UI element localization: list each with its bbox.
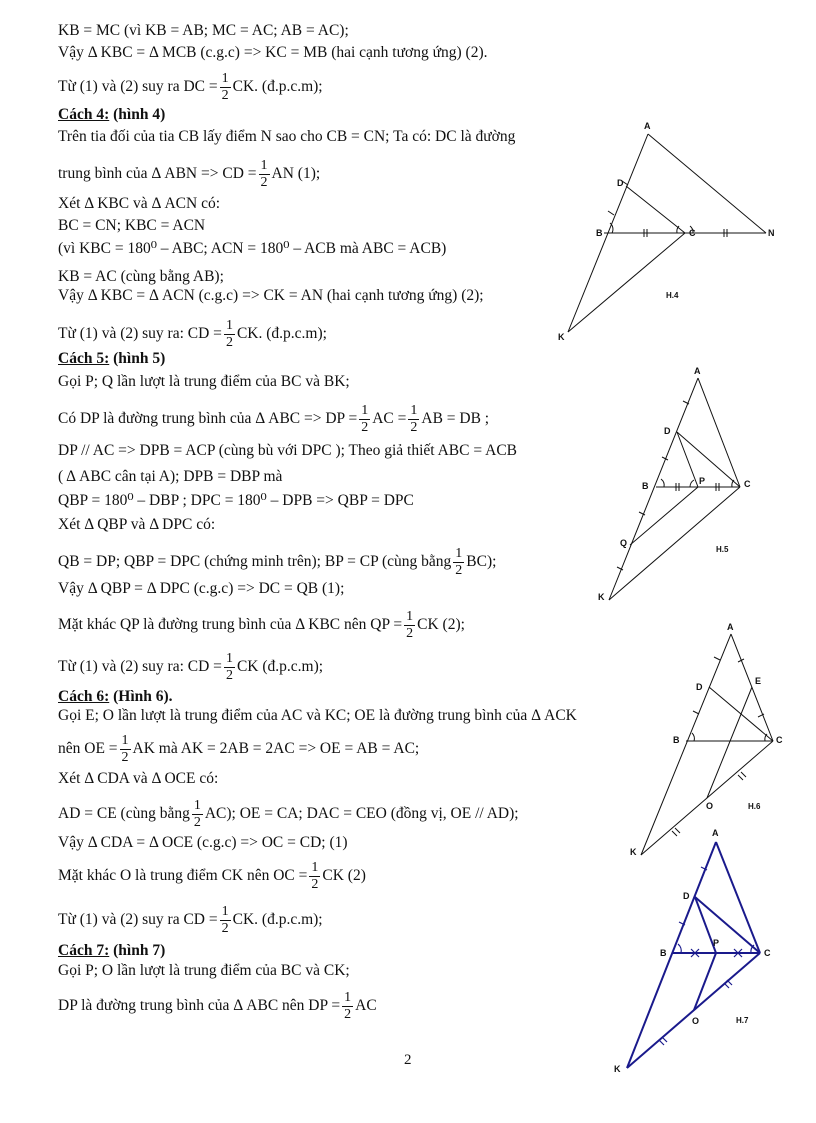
figure-caption: H.7 <box>736 1016 749 1025</box>
section-heading: Cách 5: (hình 5) <box>58 350 166 367</box>
label-E: E <box>755 676 762 686</box>
label-P: P <box>699 476 706 486</box>
text-line: Từ (1) và (2) suy ra: CD = $\frac{1}{2}$ CK (đ.p.c.m); <box>58 651 324 683</box>
text-line: QB = DP; QBP = DPC (chứng minh trên); BP = CP (cùng bằng $\frac{1}{2}$ BC); <box>58 546 497 578</box>
label-B: B <box>673 735 680 745</box>
text-line: Vậy Δ KBC = Δ ACN (c.g.c) => CK = AN (hai cạnh tương ứng) (2); <box>58 287 484 304</box>
figure-caption: H.4 <box>666 291 679 300</box>
text-line: Từ (1) và (2) suy ra CD = $\frac{1}{2}$ CK. (đ.p.c.m); <box>58 904 323 936</box>
label-B: B <box>660 948 667 958</box>
text-line: Gọi P; Q lần lượt là trung điểm của BC và BK; <box>58 373 350 390</box>
page-number: 2 <box>404 1052 412 1068</box>
text-line: trung bình của Δ ABN => CD = $\frac{1}{2}$ AN (1); <box>58 158 321 190</box>
text-line: Vậy Δ KBC = Δ MCB (c.g.c) => KC = MB (hai cạnh tương ứng) (2). <box>58 44 488 61</box>
label-O: O <box>706 801 714 811</box>
text-line: QBP = 180⁰ – DBP ; DPC = 180⁰ – DPB => QBP = DPC <box>58 492 414 509</box>
text-line: DP là đường trung bình của Δ ABC nên DP = $\frac{1}{2}$ AC <box>58 990 377 1022</box>
label-K: K <box>614 1064 621 1074</box>
text-line: DP // AC => DPB = ACP (cùng bù với DPC ); Theo giả thiết ABC = ACB <box>58 442 517 459</box>
text-line: Xét Δ CDA và Δ OCE có: <box>58 770 219 787</box>
label-K: K <box>598 592 605 602</box>
label-D: D <box>617 178 624 188</box>
label-K: K <box>558 332 565 342</box>
text-line: Mặt khác O là trung điểm CK nên OC = $\frac{1}{2}$ CK (2) <box>58 860 366 892</box>
label-A: A <box>712 828 719 838</box>
label-C: C <box>776 735 783 745</box>
text-line: Trên tia đối của tia CB lấy điểm N sao cho CB = CN; Ta có: DC là đường <box>58 128 516 145</box>
text-line: nên OE = $\frac{1}{2}$ AK mà AK = 2AB = 2AC => OE = AB = AC; <box>58 733 420 765</box>
section-heading: Cách 6: (Hình 6). <box>58 688 173 705</box>
text-line: Xét Δ QBP và Δ DPC có: <box>58 516 216 533</box>
label-A: A <box>694 366 701 376</box>
label-C: C <box>764 948 771 958</box>
label-C: C <box>744 479 751 489</box>
text-line: Gọi P; O lần lượt là trung điểm của BC và CK; <box>58 962 350 979</box>
label-O: O <box>692 1016 700 1026</box>
text-line: Có DP là đường trung bình của Δ ABC => DP = $\frac{1}{2}$ AC = $\frac{1}{2}$ AB = DB ; <box>58 403 490 435</box>
label-Q: Q <box>620 538 628 548</box>
text-line: Xét Δ KBC và Δ ACN có: <box>58 195 221 212</box>
text-line: Gọi E; O lần lượt là trung điểm của AC và KC; OE là đường trung bình của Δ ACK <box>58 707 577 724</box>
text-line: (vì KBC = 180⁰ – ABC; ACN = 180⁰ – ACB mà ABC = ACB) <box>58 240 447 257</box>
label-P: P <box>713 938 720 948</box>
text-line: Vậy Δ CDA = Δ OCE (c.g.c) => OC = CD; (1) <box>58 834 348 851</box>
text-line: KB = AC (cùng bằng AB); <box>58 268 224 285</box>
text-line: Vậy Δ QBP = Δ DPC (c.g.c) => DC = QB (1); <box>58 580 345 597</box>
text-line: Từ (1) và (2) suy ra: CD = $\frac{1}{2}$ CK. (đ.p.c.m); <box>58 318 327 350</box>
label-N: N <box>768 228 775 238</box>
label-D: D <box>664 426 671 436</box>
figure-h6 <box>626 620 796 860</box>
label-B: B <box>642 481 649 491</box>
label-K: K <box>630 847 637 857</box>
label-A: A <box>727 622 734 632</box>
text-line: Mặt khác QP là đường trung bình của Δ KBC nên QP = $\frac{1}{2}$ CK (2); <box>58 609 465 641</box>
figure-caption: H.6 <box>748 802 761 811</box>
text-line: BC = CN; KBC = ACN <box>58 217 206 234</box>
figure-h7 <box>610 826 800 1076</box>
text-line: Từ (1) và (2) suy ra DC = $\frac{1}{2}$ CK. (đ.p.c.m); <box>58 71 323 103</box>
section-heading: Cách 7: (hình 7) <box>58 942 166 959</box>
text-line: AD = CE (cùng bằng $\frac{1}{2}$ AC); OE = CA; DAC = CEO (đồng vị, OE // AD); <box>58 798 519 830</box>
label-D: D <box>696 682 703 692</box>
text-line: ( Δ ABC cân tại A); DPB = DBP mà <box>58 468 283 485</box>
text-line: KB = MC (vì KB = AB; MC = AC; AB = AC); <box>58 22 349 39</box>
label-D: D <box>683 891 690 901</box>
section-heading: Cách 4: (hình 4) <box>58 106 166 123</box>
label-C: C <box>689 228 696 238</box>
figure-h5 <box>592 362 772 607</box>
figure-caption: H.5 <box>716 545 729 554</box>
label-A: A <box>644 121 651 131</box>
figure-h4 <box>555 118 795 343</box>
label-B: B <box>596 228 603 238</box>
